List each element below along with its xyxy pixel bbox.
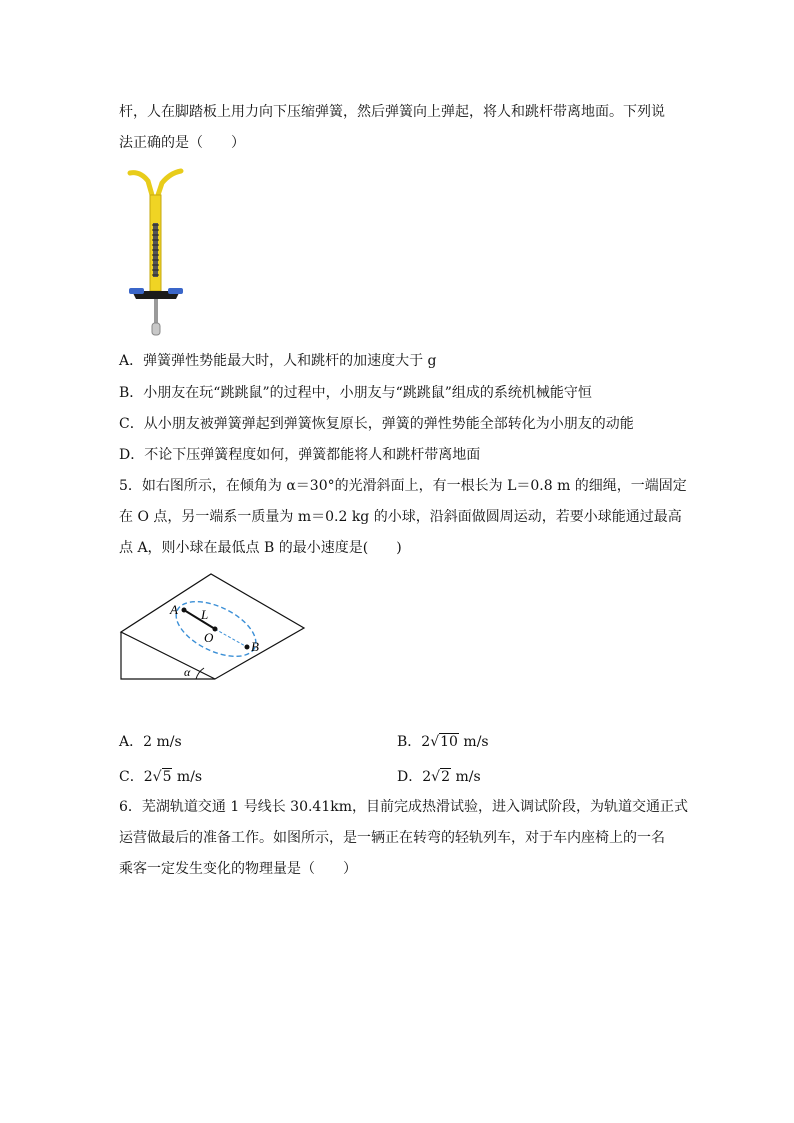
incline-figure [118, 572, 308, 684]
q5-option-c-unit: m/s [172, 769, 203, 785]
q4-stem-line-1: 杆，人在脚踏板上用力向下压缩弹簧，然后弹簧向上弹起，将人和跳杆带离地面。下列说 [119, 104, 665, 120]
q5-option-c-coef: 2 [143, 769, 153, 785]
q5-option-d [397, 767, 481, 787]
q5-stem-line-1: 5．如右图所示，在倾角为 α＝30°的光滑斜面上，有一根长为 L＝0.8 m 的细绳，一端固定 [119, 478, 687, 494]
q5-option-c-prefix: C． [119, 769, 144, 785]
q5-option-b-coef: 2 [421, 734, 431, 750]
q6-stem-line-1: 6．芜湖轨道交通 1 号线长 30.41km，目前完成热滑试验，进入调试阶段，为轨道交通正式 [119, 799, 689, 815]
q5-option-d-coef: 2 [422, 769, 432, 785]
q4-option-d: D．不论下压弹簧程度如何，弹簧都能将人和跳杆带离地面 [119, 447, 481, 463]
q5-option-d-radicand: 2 [441, 769, 450, 785]
pogo-stick-image [126, 167, 188, 339]
q5-option-d-prefix: D． [397, 769, 423, 785]
label-alpha: α [184, 665, 191, 679]
q5-option-a: A．2 m/s [119, 734, 182, 750]
q5-option-c-radicand: 5 [162, 769, 172, 785]
q6-stem-line-2: 运营做最后的准备工作。如图所示，是一辆正在转弯的轻轨列车，对于车内座椅上的一名 [119, 830, 665, 846]
q5-stem-line-2: 在 O 点，另一端系一质量为 m＝0.2 kg 的小球，沿斜面做圆周运动，若要小球能通过最高 [119, 509, 682, 525]
q5-option-c [119, 767, 202, 787]
q6-stem-line-3: 乘客一定发生变化的物理量是（ ） [119, 861, 357, 877]
sqrt-symbol: √2 [431, 769, 450, 785]
label-b: B [251, 639, 259, 654]
label-a: A [170, 602, 178, 617]
label-o: O [204, 630, 214, 645]
q4-stem-line-2: 法正确的是（ ） [119, 135, 245, 151]
q5-option-b-radicand: 10 [440, 734, 458, 750]
q4-option-c: C．从小朋友被弹簧弹起到弹簧恢复原长，弹簧的弹性势能全部转化为小朋友的动能 [119, 416, 634, 432]
q5-option-b-prefix: B． [397, 734, 422, 750]
q5-stem-line-3: 点 A，则小球在最低点 B 的最小速度是( ) [119, 540, 402, 556]
q5-option-b-unit: m/s [458, 734, 489, 750]
q5-option-b [397, 732, 489, 752]
q5-option-d-unit: m/s [451, 769, 481, 785]
q4-option-b: B．小朋友在玩“跳跳鼠”的过程中，小朋友与“跳跳鼠”组成的系统机械能守恒 [119, 385, 592, 401]
q4-option-a: A．弹簧弹性势能最大时，人和跳杆的加速度大于 g [119, 353, 437, 369]
label-l: L [201, 607, 209, 622]
sqrt-symbol: √10 [430, 734, 458, 750]
sqrt-symbol: √5 [152, 769, 172, 785]
